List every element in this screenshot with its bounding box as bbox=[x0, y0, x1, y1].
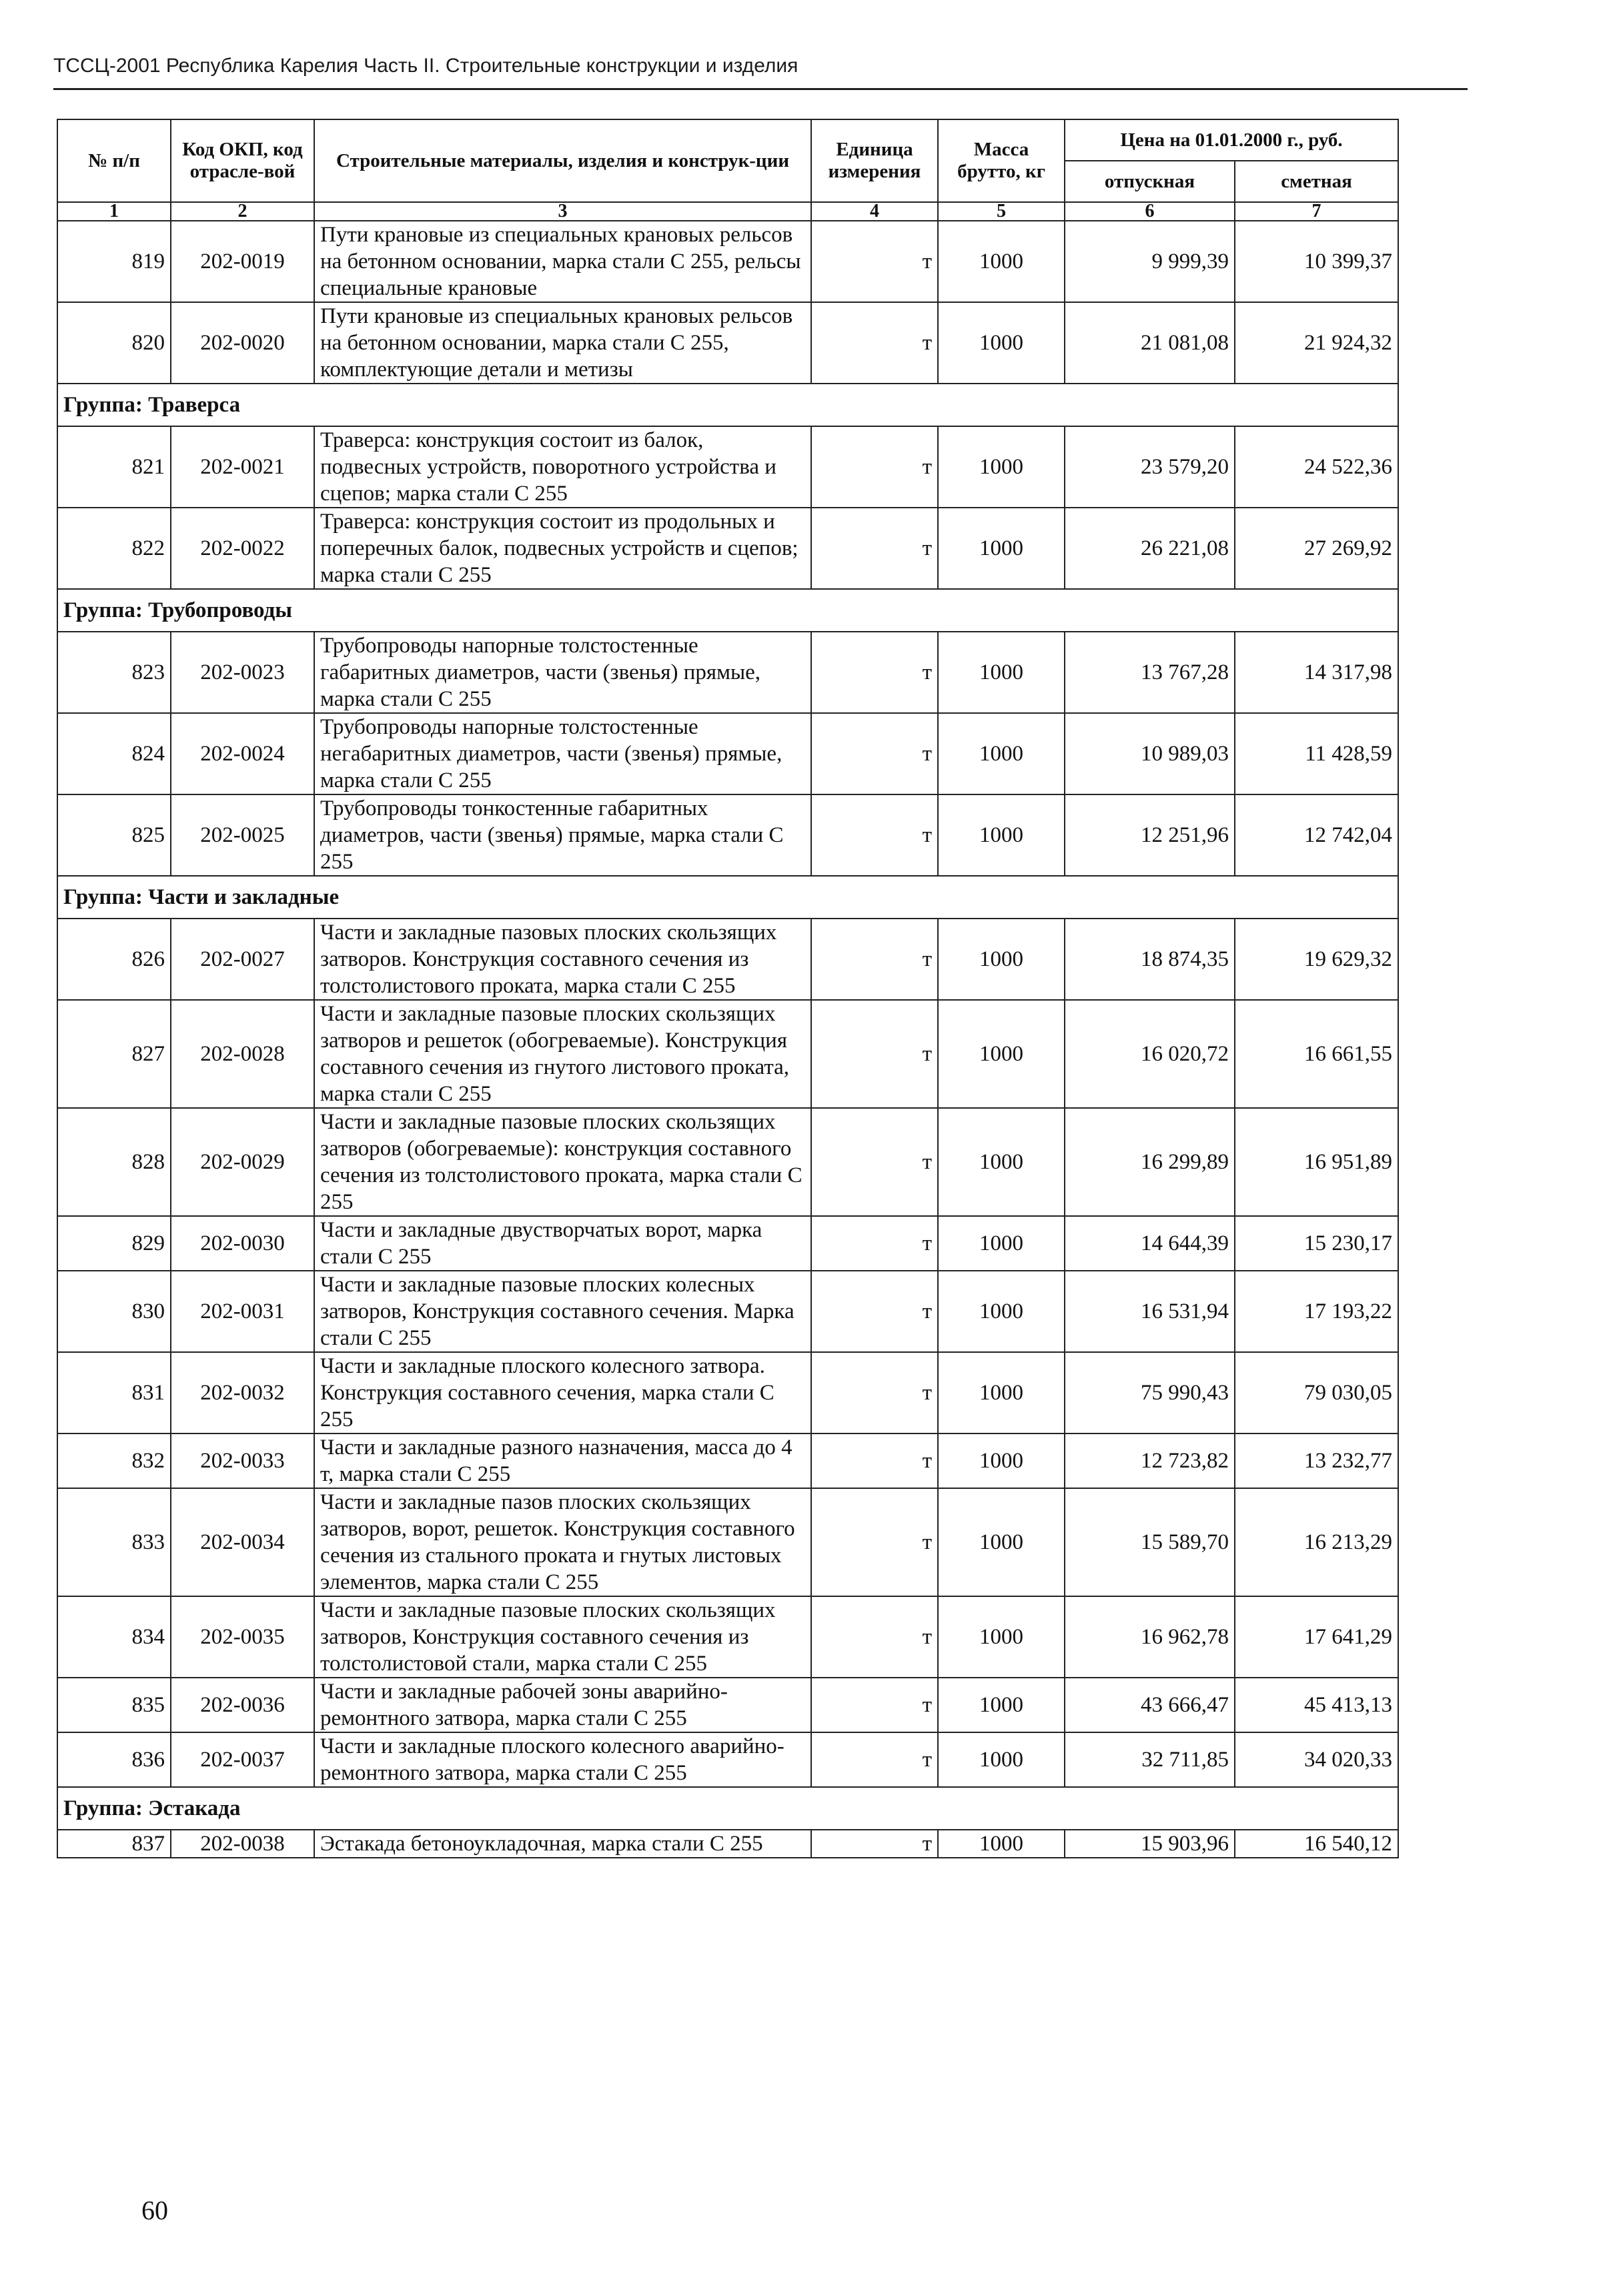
row-description: Части и закладные пазовые плоских скользящих затворов и решеток (обогреваемые). Конструкция составного сечения из гнутого листового проката, марка стали С 255 bbox=[314, 1000, 811, 1108]
row-estimate-price: 17 193,22 bbox=[1235, 1271, 1398, 1352]
table-body bbox=[57, 202, 1398, 1858]
table-row bbox=[57, 221, 1398, 302]
table-row bbox=[57, 426, 1398, 508]
row-release-price: 13 767,28 bbox=[1065, 632, 1235, 713]
row-mass: 1000 bbox=[938, 1433, 1065, 1488]
row-mass: 1000 bbox=[938, 1732, 1065, 1787]
row-code: 202-0032 bbox=[171, 1352, 314, 1433]
table-row bbox=[57, 632, 1398, 713]
row-mass: 1000 bbox=[938, 1678, 1065, 1732]
row-description: Части и закладные рабочей зоны аварийно-ремонтного затвора, марка стали С 255 bbox=[314, 1678, 811, 1732]
column-number: 6 bbox=[1065, 202, 1235, 221]
row-code: 202-0024 bbox=[171, 713, 314, 794]
table-row bbox=[57, 1488, 1398, 1596]
row-estimate-price: 16 540,12 bbox=[1235, 1830, 1398, 1858]
table-row bbox=[57, 1830, 1398, 1858]
table-row bbox=[57, 1108, 1398, 1216]
row-estimate-price: 14 317,98 bbox=[1235, 632, 1398, 713]
row-mass: 1000 bbox=[938, 221, 1065, 302]
row-release-price: 26 221,08 bbox=[1065, 508, 1235, 589]
table-row bbox=[57, 508, 1398, 589]
header-mass: Масса брутто, кг bbox=[938, 119, 1065, 202]
row-number: 821 bbox=[57, 426, 171, 508]
row-number: 829 bbox=[57, 1216, 171, 1271]
row-description: Части и закладные плоского колесного аварийно-ремонтного затвора, марка стали С 255 bbox=[314, 1732, 811, 1787]
group-title: Группа: Части и закладные bbox=[57, 876, 1398, 919]
row-release-price: 9 999,39 bbox=[1065, 221, 1235, 302]
group-row bbox=[57, 1787, 1398, 1830]
row-release-price: 15 589,70 bbox=[1065, 1488, 1235, 1596]
row-mass: 1000 bbox=[938, 1216, 1065, 1271]
group-title: Группа: Траверса bbox=[57, 384, 1398, 426]
row-code: 202-0035 bbox=[171, 1596, 314, 1678]
row-description: Трубопроводы напорные толстостенные габаритных диаметров, части (звенья) прямые, марка стали С 255 bbox=[314, 632, 811, 713]
group-row bbox=[57, 384, 1398, 426]
row-estimate-price: 17 641,29 bbox=[1235, 1596, 1398, 1678]
row-release-price: 43 666,47 bbox=[1065, 1678, 1235, 1732]
row-release-price: 12 723,82 bbox=[1065, 1433, 1235, 1488]
row-description: Части и закладные пазовые плоских скользящих затворов, Конструкция составного сечения из толстолистовой стали, марка стали С 255 bbox=[314, 1596, 811, 1678]
row-description: Части и закладные разного назначения, масса до 4 т, марка стали С 255 bbox=[314, 1433, 811, 1488]
column-number: 5 bbox=[938, 202, 1065, 221]
row-number: 834 bbox=[57, 1596, 171, 1678]
row-estimate-price: 79 030,05 bbox=[1235, 1352, 1398, 1433]
row-code: 202-0029 bbox=[171, 1108, 314, 1216]
row-unit: т bbox=[811, 1488, 938, 1596]
row-number: 822 bbox=[57, 508, 171, 589]
row-description: Части и закладные пазовые плоских скользящих затворов (обогреваемые): конструкция составного сечения из толстолистового проката, марка стали С 255 bbox=[314, 1108, 811, 1216]
row-unit: т bbox=[811, 1216, 938, 1271]
row-mass: 1000 bbox=[938, 632, 1065, 713]
row-description: Части и закладные пазов плоских скользящих затворов, ворот, решеток. Конструкция составного сечения из стального проката и гнутых листовых элементов, марка стали С 255 bbox=[314, 1488, 811, 1596]
row-code: 202-0038 bbox=[171, 1830, 314, 1858]
row-release-price: 16 299,89 bbox=[1065, 1108, 1235, 1216]
header-price: Цена на 01.01.2000 г., руб. bbox=[1065, 119, 1398, 161]
row-description: Траверса: конструкция состоит из балок, подвесных устройств, поворотного устройства и сцепов; марка стали С 255 bbox=[314, 426, 811, 508]
table-row bbox=[57, 1433, 1398, 1488]
row-number: 837 bbox=[57, 1830, 171, 1858]
row-number: 828 bbox=[57, 1108, 171, 1216]
row-release-price: 16 962,78 bbox=[1065, 1596, 1235, 1678]
row-unit: т bbox=[811, 713, 938, 794]
row-release-price: 21 081,08 bbox=[1065, 302, 1235, 384]
group-title: Группа: Эстакада bbox=[57, 1787, 1398, 1830]
header-name: Строительные материалы, изделия и конструк-ции bbox=[314, 119, 811, 202]
row-description: Траверса: конструкция состоит из продольных и поперечных балок, подвесных устройств и сцепов; марка стали С 255 bbox=[314, 508, 811, 589]
table-row bbox=[57, 1216, 1398, 1271]
row-code: 202-0030 bbox=[171, 1216, 314, 1271]
header-num: № п/п bbox=[57, 119, 171, 202]
column-number: 2 bbox=[171, 202, 314, 221]
price-table bbox=[57, 119, 1399, 1858]
row-number: 835 bbox=[57, 1678, 171, 1732]
row-release-price: 12 251,96 bbox=[1065, 794, 1235, 876]
row-code: 202-0025 bbox=[171, 794, 314, 876]
row-mass: 1000 bbox=[938, 1488, 1065, 1596]
row-release-price: 14 644,39 bbox=[1065, 1216, 1235, 1271]
row-code: 202-0021 bbox=[171, 426, 314, 508]
table-row bbox=[57, 1000, 1398, 1108]
row-release-price: 16 531,94 bbox=[1065, 1271, 1235, 1352]
row-release-price: 15 903,96 bbox=[1065, 1830, 1235, 1858]
row-unit: т bbox=[811, 632, 938, 713]
row-mass: 1000 bbox=[938, 794, 1065, 876]
row-unit: т bbox=[811, 1732, 938, 1787]
row-unit: т bbox=[811, 919, 938, 1000]
row-estimate-price: 27 269,92 bbox=[1235, 508, 1398, 589]
row-estimate-price: 11 428,59 bbox=[1235, 713, 1398, 794]
table-row bbox=[57, 713, 1398, 794]
table-row bbox=[57, 1596, 1398, 1678]
row-description: Части и закладные пазовые плоских колесных затворов, Конструкция составного сечения. Марка стали С 255 bbox=[314, 1271, 811, 1352]
row-unit: т bbox=[811, 1596, 938, 1678]
group-row bbox=[57, 876, 1398, 919]
column-number: 1 bbox=[57, 202, 171, 221]
column-number: 4 bbox=[811, 202, 938, 221]
row-release-price: 32 711,85 bbox=[1065, 1732, 1235, 1787]
group-title: Группа: Трубопроводы bbox=[57, 589, 1398, 632]
table-row bbox=[57, 794, 1398, 876]
header-code: Код ОКП, код отрасле-вой bbox=[171, 119, 314, 202]
row-description: Пути крановые из специальных крановых рельсов на бетонном основании, марка стали С 255, рельсы специальные крановые bbox=[314, 221, 811, 302]
row-release-price: 18 874,35 bbox=[1065, 919, 1235, 1000]
table-row bbox=[57, 1271, 1398, 1352]
row-unit: т bbox=[811, 1000, 938, 1108]
row-code: 202-0028 bbox=[171, 1000, 314, 1108]
row-unit: т bbox=[811, 426, 938, 508]
column-number-row bbox=[57, 202, 1398, 221]
header-rule bbox=[53, 88, 1468, 90]
row-estimate-price: 15 230,17 bbox=[1235, 1216, 1398, 1271]
row-unit: т bbox=[811, 1830, 938, 1858]
table-row bbox=[57, 1678, 1398, 1732]
row-description: Части и закладные плоского колесного затвора. Конструкция составного сечения, марка стали С 255 bbox=[314, 1352, 811, 1433]
row-unit: т bbox=[811, 302, 938, 384]
page-header: ТССЦ-2001 Республика Карелия Часть II. Строительные конструкции и изделия bbox=[53, 55, 798, 77]
row-estimate-price: 34 020,33 bbox=[1235, 1732, 1398, 1787]
row-number: 832 bbox=[57, 1433, 171, 1488]
row-number: 820 bbox=[57, 302, 171, 384]
row-description: Части и закладные двустворчатых ворот, марка стали С 255 bbox=[314, 1216, 811, 1271]
row-estimate-price: 12 742,04 bbox=[1235, 794, 1398, 876]
row-unit: т bbox=[811, 221, 938, 302]
table-row bbox=[57, 302, 1398, 384]
row-mass: 1000 bbox=[938, 919, 1065, 1000]
row-mass: 1000 bbox=[938, 1108, 1065, 1216]
row-description: Трубопроводы напорные толстостенные негабаритных диаметров, части (звенья) прямые, марка стали С 255 bbox=[314, 713, 811, 794]
row-mass: 1000 bbox=[938, 1596, 1065, 1678]
row-unit: т bbox=[811, 1271, 938, 1352]
row-mass: 1000 bbox=[938, 1352, 1065, 1433]
row-estimate-price: 13 232,77 bbox=[1235, 1433, 1398, 1488]
page-number: 60 bbox=[141, 2195, 168, 2225]
row-unit: т bbox=[811, 1678, 938, 1732]
row-estimate-price: 16 951,89 bbox=[1235, 1108, 1398, 1216]
row-estimate-price: 16 213,29 bbox=[1235, 1488, 1398, 1596]
row-estimate-price: 10 399,37 bbox=[1235, 221, 1398, 302]
row-code: 202-0019 bbox=[171, 221, 314, 302]
row-number: 825 bbox=[57, 794, 171, 876]
table-row bbox=[57, 919, 1398, 1000]
row-unit: т bbox=[811, 1433, 938, 1488]
row-estimate-price: 16 661,55 bbox=[1235, 1000, 1398, 1108]
row-number: 826 bbox=[57, 919, 171, 1000]
table-row bbox=[57, 1352, 1398, 1433]
group-row bbox=[57, 589, 1398, 632]
row-number: 830 bbox=[57, 1271, 171, 1352]
row-code: 202-0023 bbox=[171, 632, 314, 713]
row-description: Эстакада бетоноукладочная, марка стали С 255 bbox=[314, 1830, 811, 1858]
row-number: 827 bbox=[57, 1000, 171, 1108]
row-mass: 1000 bbox=[938, 1830, 1065, 1858]
row-unit: т bbox=[811, 1352, 938, 1433]
row-number: 819 bbox=[57, 221, 171, 302]
row-code: 202-0033 bbox=[171, 1433, 314, 1488]
row-estimate-price: 24 522,36 bbox=[1235, 426, 1398, 508]
row-mass: 1000 bbox=[938, 713, 1065, 794]
row-code: 202-0027 bbox=[171, 919, 314, 1000]
row-release-price: 23 579,20 bbox=[1065, 426, 1235, 508]
row-code: 202-0020 bbox=[171, 302, 314, 384]
row-description: Пути крановые из специальных крановых рельсов на бетонном основании, марка стали С 255, комплектующие детали и метизы bbox=[314, 302, 811, 384]
row-estimate-price: 45 413,13 bbox=[1235, 1678, 1398, 1732]
row-number: 831 bbox=[57, 1352, 171, 1433]
row-mass: 1000 bbox=[938, 508, 1065, 589]
row-number: 823 bbox=[57, 632, 171, 713]
row-mass: 1000 bbox=[938, 1000, 1065, 1108]
row-estimate-price: 19 629,32 bbox=[1235, 919, 1398, 1000]
row-code: 202-0036 bbox=[171, 1678, 314, 1732]
row-number: 824 bbox=[57, 713, 171, 794]
row-description: Трубопроводы тонкостенные габаритных диаметров, части (звенья) прямые, марка стали С 255 bbox=[314, 794, 811, 876]
column-number: 7 bbox=[1235, 202, 1398, 221]
row-number: 833 bbox=[57, 1488, 171, 1596]
table-row bbox=[57, 1732, 1398, 1787]
row-code: 202-0037 bbox=[171, 1732, 314, 1787]
row-unit: т bbox=[811, 1108, 938, 1216]
header-estimate-price: сметная bbox=[1235, 161, 1398, 202]
row-number: 836 bbox=[57, 1732, 171, 1787]
header-unit: Единица измерения bbox=[811, 119, 938, 202]
row-code: 202-0034 bbox=[171, 1488, 314, 1596]
row-estimate-price: 21 924,32 bbox=[1235, 302, 1398, 384]
row-release-price: 16 020,72 bbox=[1065, 1000, 1235, 1108]
row-description: Части и закладные пазовых плоских скользящих затворов. Конструкция составного сечения из толстолистового проката, марка стали С 255 bbox=[314, 919, 811, 1000]
row-release-price: 10 989,03 bbox=[1065, 713, 1235, 794]
row-mass: 1000 bbox=[938, 302, 1065, 384]
row-mass: 1000 bbox=[938, 1271, 1065, 1352]
row-mass: 1000 bbox=[938, 426, 1065, 508]
column-number: 3 bbox=[314, 202, 811, 221]
row-code: 202-0031 bbox=[171, 1271, 314, 1352]
row-code: 202-0022 bbox=[171, 508, 314, 589]
header-release-price: отпускная bbox=[1065, 161, 1235, 202]
row-unit: т bbox=[811, 794, 938, 876]
row-unit: т bbox=[811, 508, 938, 589]
row-release-price: 75 990,43 bbox=[1065, 1352, 1235, 1433]
